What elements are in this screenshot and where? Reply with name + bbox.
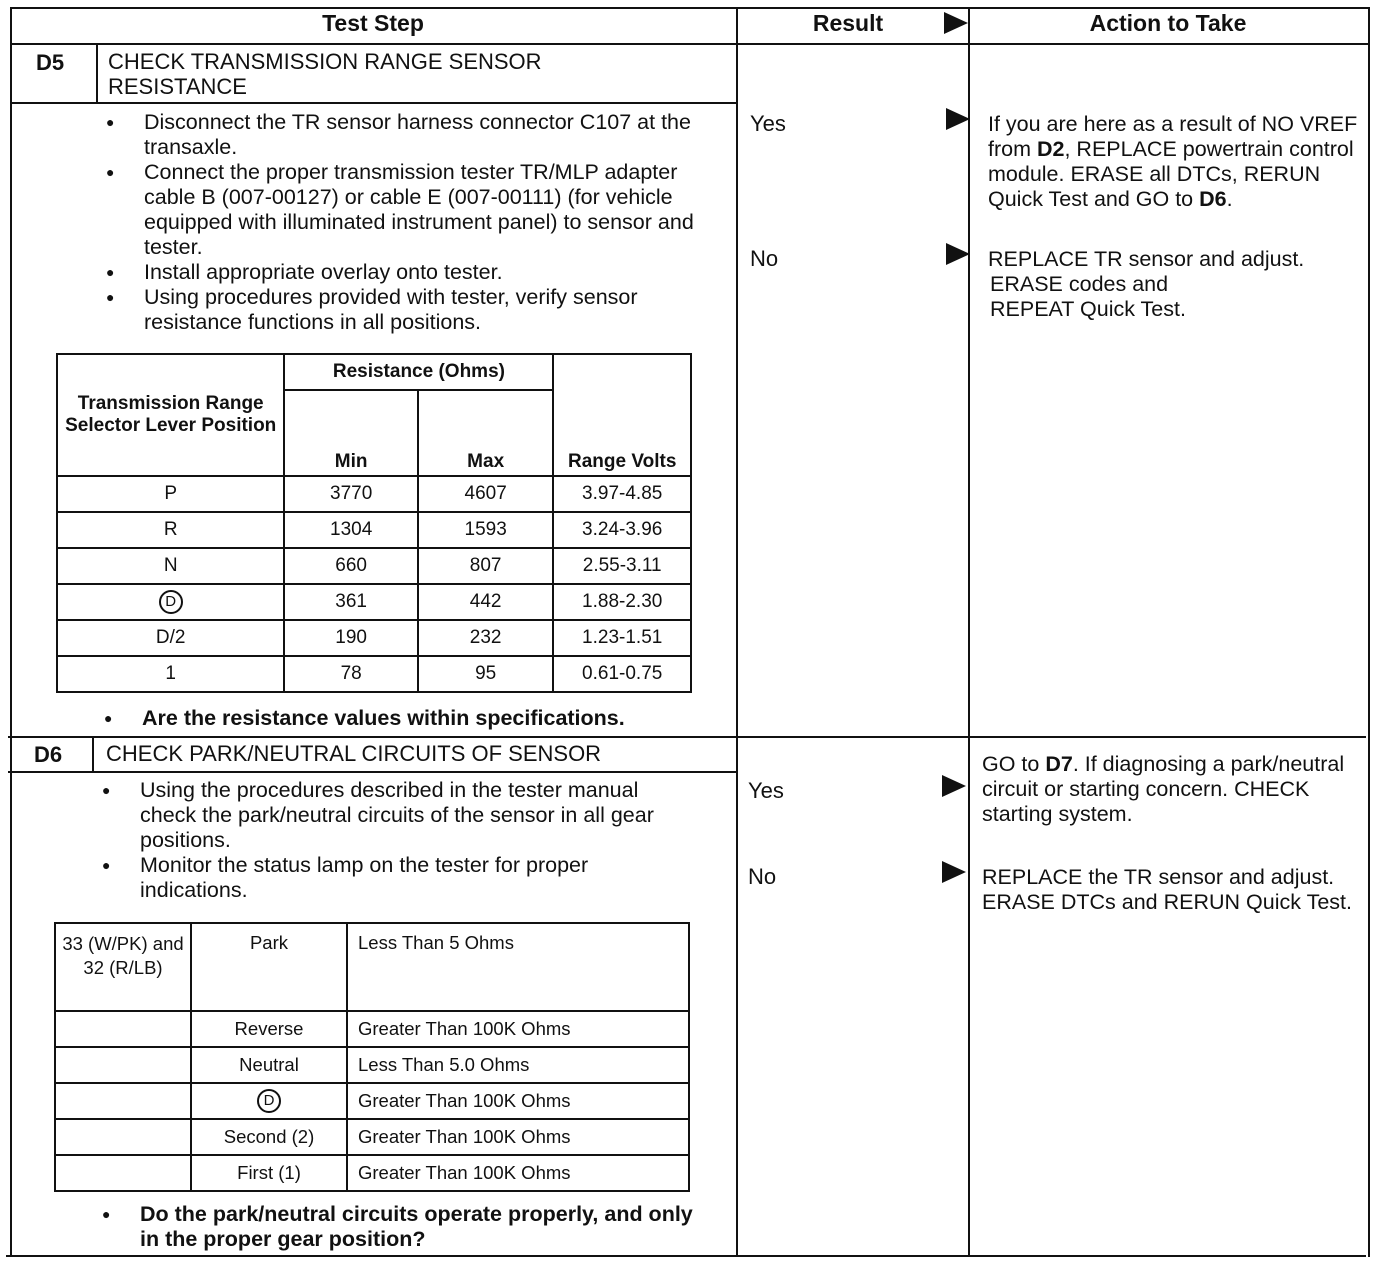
d6-bullet: ● Using the procedures described in the tester manual check the park/neutral circuits of the sensor in all gear positions.	[102, 778, 682, 853]
d6-step-id: D6	[34, 742, 63, 767]
d5-instructions	[106, 110, 716, 335]
table-row	[57, 512, 691, 548]
d5-result-no: No	[750, 246, 779, 271]
cell-gear: First (1)	[191, 1155, 347, 1191]
table-row	[57, 656, 691, 692]
cell-volts: 2.55-3.11	[553, 548, 691, 584]
col-header-volts: Range Volts	[553, 354, 691, 476]
table-row	[55, 1011, 689, 1047]
cell-gear: Neutral	[191, 1047, 347, 1083]
d6-step-title: CHECK PARK/NEUTRAL CIRCUITS OF SENSOR	[106, 741, 602, 766]
cell-position	[57, 584, 284, 620]
d6-question	[102, 1202, 702, 1252]
d5-bullet: ● Connect the proper transmission tester TR/MLP adapter cable B (007-00127) or cable E (007-00111) (for vehicle equipped with illuminated instrument panel) to sensor and tester.	[106, 160, 716, 260]
cell-circuit: 33 (W/PK) and 32 (R/LB)	[55, 923, 191, 1011]
d5-no-arrow-icon	[946, 243, 970, 265]
d5-d6-divider	[8, 736, 1366, 738]
cell-position: D/2	[57, 620, 284, 656]
cell-circuit	[55, 1047, 191, 1083]
col-header-resistance: Resistance (Ohms)	[284, 354, 553, 390]
cell-reading: Greater Than 100K Ohms	[347, 1119, 689, 1155]
table-row	[55, 923, 689, 1011]
table-top-border	[10, 7, 1370, 9]
header-result: Result	[812, 10, 884, 36]
cell-circuit	[55, 1155, 191, 1191]
cell-volts: 0.61-0.75	[553, 656, 691, 692]
cell-position: N	[57, 548, 284, 584]
table-bottom-border	[6, 1255, 1366, 1257]
table-row	[55, 1155, 689, 1191]
header-test-step: Test Step	[322, 10, 424, 36]
table-row	[55, 1119, 689, 1155]
d6-instructions	[102, 778, 682, 903]
d5-bullet: ● Install appropriate overlay onto tester.	[106, 260, 716, 285]
cell-max: 95	[418, 656, 554, 692]
cell-position: R	[57, 512, 284, 548]
d6-title-underline	[8, 771, 737, 773]
d5-yes-arrow-icon	[946, 108, 970, 130]
d5-bullet: ● Using procedures provided with tester, verify sensor resistance functions in all positions.	[106, 285, 716, 335]
left-border	[10, 7, 12, 1257]
d5-result-yes: Yes	[750, 111, 786, 136]
cell-max: 1593	[418, 512, 554, 548]
table-row	[57, 548, 691, 584]
cell-volts: 3.97-4.85	[553, 476, 691, 512]
d6-id-divider	[92, 737, 94, 772]
d5-action-no: REPLACE TR sensor and adjust. ERASE codes and REPEAT Quick Test.	[988, 247, 1305, 321]
cell-min: 3770	[284, 476, 418, 512]
d6-bullet: ● Monitor the status lamp on the tester for proper indications.	[102, 853, 682, 903]
header-arrow-icon	[944, 12, 968, 34]
cell-reading: Less Than 5 Ohms	[347, 923, 689, 1011]
cell-volts: 3.24-3.96	[553, 512, 691, 548]
cell-gear: Second (2)	[191, 1119, 347, 1155]
cell-min: 361	[284, 584, 418, 620]
table-row	[57, 620, 691, 656]
col-header-min: Min	[284, 390, 418, 476]
cell-max: 807	[418, 548, 554, 584]
cell-max: 4607	[418, 476, 554, 512]
table-row	[55, 1083, 689, 1119]
d5-resistance-table	[56, 353, 692, 693]
table-row	[55, 1047, 689, 1083]
d6-yes-arrow-icon	[942, 775, 966, 797]
d5-bullet: ● Disconnect the TR sensor harness connector C107 at the transaxle.	[106, 110, 716, 160]
table-row	[57, 584, 691, 620]
cell-volts: 1.23-1.51	[553, 620, 691, 656]
col-header-max: Max	[418, 390, 554, 476]
cell-position: P	[57, 476, 284, 512]
cell-circuit	[55, 1011, 191, 1047]
cell-reading: Greater Than 100K Ohms	[347, 1011, 689, 1047]
action-column-border	[968, 7, 970, 1257]
cell-min: 660	[284, 548, 418, 584]
d6-result-no: No	[748, 864, 777, 889]
cell-min: 78	[284, 656, 418, 692]
cell-volts: 1.88-2.30	[553, 584, 691, 620]
cell-max: 442	[418, 584, 554, 620]
d6-action-no: REPLACE the TR sensor and adjust. ERASE DTCs and RERUN Quick Test.	[982, 865, 1352, 914]
cell-gear: Park	[191, 923, 347, 1011]
d5-id-divider	[96, 44, 98, 103]
overdrive-circle-icon: D	[159, 590, 183, 614]
cell-reading: Less Than 5.0 Ohms	[347, 1047, 689, 1083]
cell-min: 1304	[284, 512, 418, 548]
cell-circuit	[55, 1083, 191, 1119]
overdrive-circle-icon: D	[257, 1089, 281, 1113]
d5-action-yes: If you are here as a result of NO VREF from D2, REPLACE powertrain control module. ERASE all DTCs, RERUN Quick Test and GO to D6.	[988, 112, 1358, 211]
header-action: Action to Take	[1089, 10, 1247, 36]
cell-gear: Reverse	[191, 1011, 347, 1047]
d6-result-yes: Yes	[748, 778, 784, 803]
d6-no-arrow-icon	[942, 861, 966, 883]
d5-question-text: ● Are the resistance values within specifications.	[104, 706, 724, 731]
d5-step-title: CHECK TRANSMISSION RANGE SENSOR RESISTANCE	[108, 49, 542, 99]
cell-position: 1	[57, 656, 284, 692]
cell-reading: Greater Than 100K Ohms	[347, 1083, 689, 1119]
col-header-position: Transmission Range Selector Lever Position	[57, 354, 284, 476]
d6-question-text: ● Do the park/neutral circuits operate properly, and only in the proper gear position?	[102, 1202, 702, 1252]
cell-min: 190	[284, 620, 418, 656]
d5-title-underline	[10, 102, 737, 104]
header-bottom-border	[10, 43, 1370, 45]
d5-question	[104, 706, 724, 731]
cell-max: 232	[418, 620, 554, 656]
d5-step-id: D5	[36, 50, 65, 75]
d6-action-yes: GO to D7. If diagnosing a park/neutral circuit or starting concern. CHECK starting system.	[982, 752, 1345, 826]
d6-circuit-table	[54, 922, 690, 1192]
table-row	[57, 476, 691, 512]
result-column-border	[736, 7, 738, 1257]
right-border	[1368, 7, 1370, 1257]
cell-circuit	[55, 1119, 191, 1155]
cell-reading: Greater Than 100K Ohms	[347, 1155, 689, 1191]
cell-gear	[191, 1083, 347, 1119]
